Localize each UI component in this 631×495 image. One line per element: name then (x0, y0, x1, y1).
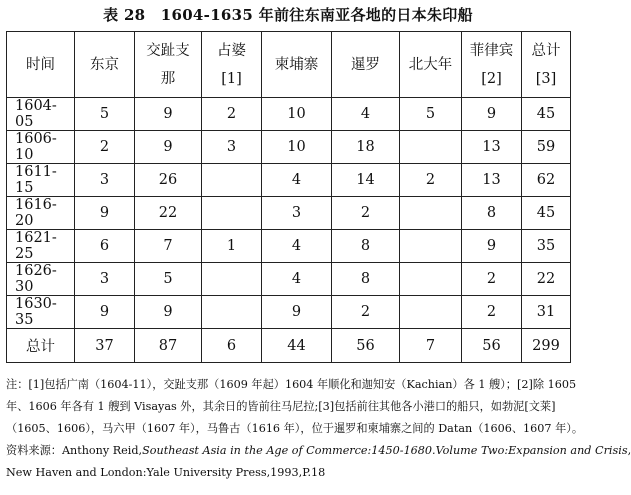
header-cell: 柬埔寨 (262, 32, 332, 98)
table-cell: 2 (400, 164, 462, 197)
total-label: 总计 (7, 329, 75, 363)
header-cell: 北大年 (400, 32, 462, 98)
table-cell (400, 230, 462, 263)
table-cell: 22 (135, 197, 202, 230)
note-line: 注：[1]包括广南（1604-11），交趾支那（1609 年起）1604 年顺化和迦知安（Kachian）各 1 艘）；[2]除 1605 (6, 378, 577, 391)
table-cell: 2 (332, 296, 400, 329)
table-cell: 3 (75, 164, 135, 197)
footnotes (6, 374, 631, 484)
period-cell: 1611-15 (7, 164, 75, 197)
header-cell: 占婆 [1] (202, 32, 262, 98)
table-cell: 8 (462, 197, 522, 230)
table-cell: 8 (332, 230, 400, 263)
table-row (7, 98, 571, 131)
table-cell: 2 (75, 131, 135, 164)
table-cell: 4 (262, 164, 332, 197)
table-cell (400, 131, 462, 164)
table-cell: 4 (332, 98, 400, 131)
table-cell: 13 (462, 131, 522, 164)
table-cell: 5 (400, 98, 462, 131)
period-cell: 1604-05 (7, 98, 75, 131)
table-cell: 2 (462, 263, 522, 296)
table-cell (202, 296, 262, 329)
table-row (7, 164, 571, 197)
table-cell (202, 164, 262, 197)
table-cell (202, 197, 262, 230)
total-cell: 6 (202, 329, 262, 363)
table-cell (202, 263, 262, 296)
table-cell: 9 (462, 230, 522, 263)
table-cell: 5 (135, 263, 202, 296)
total-cell: 56 (462, 329, 522, 363)
source-line: 资料来源：Anthony Reid,Southeast Asia in the Age of Commerce:1450-1680.Volume Two:Expansion and Crisis, (6, 444, 631, 457)
table-cell: 4 (262, 263, 332, 296)
source-line: New Haven and London:Yale University Press,1993,P.18 (6, 466, 326, 479)
table-cell: 35 (522, 230, 571, 263)
table-row (7, 263, 571, 296)
table-cell: 2 (332, 197, 400, 230)
period-cell: 1626-30 (7, 263, 75, 296)
table-cell: 5 (75, 98, 135, 131)
table-cell: 9 (462, 98, 522, 131)
table-cell: 1 (202, 230, 262, 263)
table-cell: 6 (75, 230, 135, 263)
table-cell: 8 (332, 263, 400, 296)
total-cell: 299 (522, 329, 571, 363)
table-cell: 2 (202, 98, 262, 131)
period-cell: 1621-25 (7, 230, 75, 263)
table-row (7, 197, 571, 230)
total-cell: 7 (400, 329, 462, 363)
table-cell: 31 (522, 296, 571, 329)
table-cell: 45 (522, 197, 571, 230)
header-cell: 东京 (75, 32, 135, 98)
table-cell: 10 (262, 98, 332, 131)
note-line: 年、1606 年各有 1 艘到 Visayas 外，其余日的皆前往马尼拉;[3]包括前往其他各小港口的船只，如勃泥[文莱] (6, 400, 556, 413)
table-cell: 2 (462, 296, 522, 329)
total-cell: 87 (135, 329, 202, 363)
table-cell: 4 (262, 230, 332, 263)
total-cell: 44 (262, 329, 332, 363)
table-cell: 9 (135, 98, 202, 131)
table-cell: 62 (522, 164, 571, 197)
header-cell: 暹罗 (332, 32, 400, 98)
header-cell: 时间 (7, 32, 75, 98)
period-cell: 1606-10 (7, 131, 75, 164)
header-cell: 菲律宾 [2] (462, 32, 522, 98)
table-cell (400, 296, 462, 329)
table-title: 表 28 1604-1635 年前往东南亚各地的日本朱印船 (103, 6, 473, 24)
table-cell: 22 (522, 263, 571, 296)
table-cell: 26 (135, 164, 202, 197)
period-cell: 1630-35 (7, 296, 75, 329)
ship-table (6, 31, 571, 363)
table-cell: 3 (202, 131, 262, 164)
table-cell: 9 (135, 296, 202, 329)
table-cell: 9 (75, 197, 135, 230)
total-row (7, 329, 571, 363)
total-cell: 37 (75, 329, 135, 363)
table-cell: 10 (262, 131, 332, 164)
table-row (7, 131, 571, 164)
table-cell: 13 (462, 164, 522, 197)
table-cell: 18 (332, 131, 400, 164)
table-cell: 14 (332, 164, 400, 197)
header-cell: 交趾支 那 (135, 32, 202, 98)
table-cell: 3 (75, 263, 135, 296)
header-cell: 总计 [3] (522, 32, 571, 98)
table-cell: 9 (75, 296, 135, 329)
table-cell: 7 (135, 230, 202, 263)
table-cell: 45 (522, 98, 571, 131)
table-cell: 9 (262, 296, 332, 329)
table-row (7, 230, 571, 263)
table-cell: 9 (135, 131, 202, 164)
table-cell (400, 197, 462, 230)
header-row (7, 32, 571, 98)
table-row (7, 296, 571, 329)
table-cell: 3 (262, 197, 332, 230)
table-cell: 59 (522, 131, 571, 164)
period-cell: 1616-20 (7, 197, 75, 230)
total-cell: 56 (332, 329, 400, 363)
note-line: （1605、1606），马六甲（1607 年），马鲁古（1616 年），位于暹罗和柬埔寨之间的 Datan（1606、1607 年）。 (6, 422, 584, 435)
table-cell (400, 263, 462, 296)
